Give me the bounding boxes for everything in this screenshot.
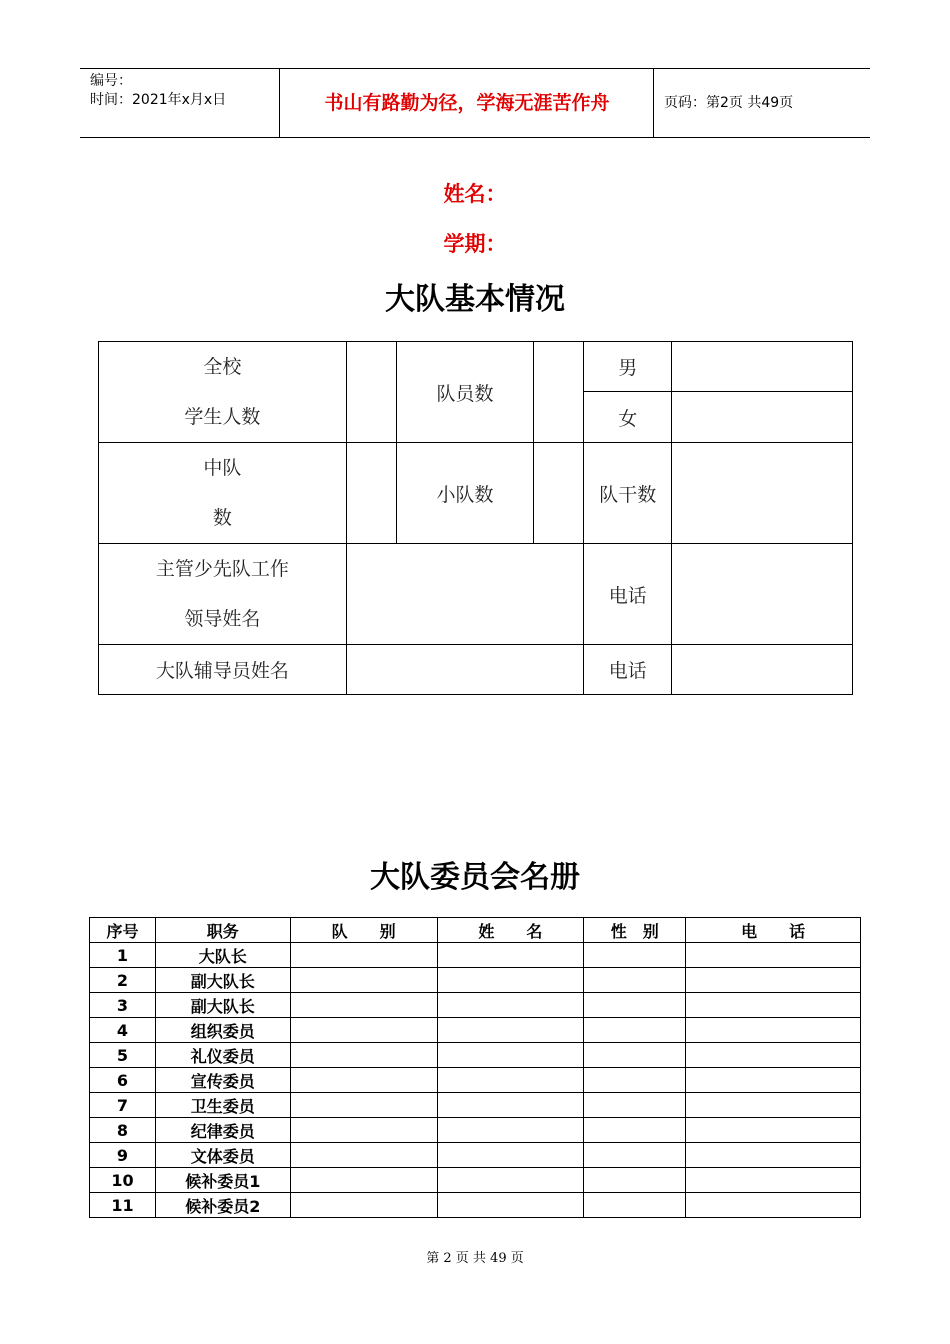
row-squad-cell[interactable] bbox=[290, 943, 437, 968]
small-squad-label: 小队数 bbox=[396, 443, 534, 544]
table-row bbox=[90, 1018, 861, 1043]
row-name-cell[interactable] bbox=[437, 968, 584, 993]
row-gender-cell[interactable] bbox=[584, 1118, 686, 1143]
row-position: 文体委员 bbox=[155, 1143, 290, 1168]
row-gender-cell[interactable] bbox=[584, 993, 686, 1018]
leader-name-label: 主管少先队工作 领导姓名 bbox=[99, 544, 347, 645]
row-index: 1 bbox=[90, 943, 156, 968]
small-squad-value[interactable] bbox=[534, 443, 584, 544]
squad-count-value[interactable] bbox=[346, 443, 396, 544]
row-squad-cell[interactable] bbox=[290, 993, 437, 1018]
row-phone-cell[interactable] bbox=[686, 1043, 861, 1068]
row-gender-cell[interactable] bbox=[584, 968, 686, 993]
row-name-cell[interactable] bbox=[437, 1193, 584, 1218]
table-row bbox=[90, 1093, 861, 1118]
counselor-name-value[interactable] bbox=[346, 645, 584, 695]
header-page-info: 页码：第2页 共49页 bbox=[664, 95, 794, 111]
counselor-name-label: 大队辅导员姓名 bbox=[99, 645, 347, 695]
row-position: 大队长 bbox=[155, 943, 290, 968]
row-index: 9 bbox=[90, 1143, 156, 1168]
female-value[interactable] bbox=[672, 392, 853, 443]
male-label: 男 bbox=[584, 342, 672, 392]
col-header-position: 职务 bbox=[155, 918, 290, 943]
row-name-cell[interactable] bbox=[437, 943, 584, 968]
leader-phone-label: 电话 bbox=[584, 544, 672, 645]
row-phone-cell[interactable] bbox=[686, 1068, 861, 1093]
row-position: 副大队长 bbox=[155, 993, 290, 1018]
row-position: 组织委员 bbox=[155, 1018, 290, 1043]
row-position: 礼仪委员 bbox=[155, 1043, 290, 1068]
row-index: 3 bbox=[90, 993, 156, 1018]
table-row bbox=[90, 968, 861, 993]
row-phone-cell[interactable] bbox=[686, 943, 861, 968]
row-gender-cell[interactable] bbox=[584, 1093, 686, 1118]
row-index: 8 bbox=[90, 1118, 156, 1143]
table-row bbox=[90, 1193, 861, 1218]
col-header-phone: 电 话 bbox=[686, 918, 861, 943]
code-label: 编号： bbox=[90, 73, 132, 89]
row-name-cell[interactable] bbox=[437, 1168, 584, 1193]
row-squad-cell[interactable] bbox=[290, 968, 437, 993]
row-squad-cell[interactable] bbox=[290, 1118, 437, 1143]
row-gender-cell[interactable] bbox=[584, 1168, 686, 1193]
table-row bbox=[90, 993, 861, 1018]
table-row bbox=[90, 1043, 861, 1068]
row-phone-cell[interactable] bbox=[686, 1168, 861, 1193]
roster-header-row bbox=[90, 918, 861, 943]
squad-count-label: 中队 数 bbox=[99, 443, 347, 544]
row-index: 4 bbox=[90, 1018, 156, 1043]
row-name-cell[interactable] bbox=[437, 1043, 584, 1068]
counselor-phone-label: 电话 bbox=[584, 645, 672, 695]
row-squad-cell[interactable] bbox=[290, 1068, 437, 1093]
col-header-name: 姓 名 bbox=[437, 918, 584, 943]
counselor-phone-value[interactable] bbox=[672, 645, 853, 695]
leader-name-value[interactable] bbox=[346, 544, 584, 645]
table-row bbox=[90, 1118, 861, 1143]
row-gender-cell[interactable] bbox=[584, 1018, 686, 1043]
header-meta bbox=[80, 69, 280, 137]
row-gender-cell[interactable] bbox=[584, 943, 686, 968]
name-label: 姓名： bbox=[443, 182, 507, 206]
term-label: 学期： bbox=[443, 232, 507, 256]
table-row bbox=[90, 1143, 861, 1168]
cadre-value[interactable] bbox=[672, 443, 853, 544]
school-students-value[interactable] bbox=[346, 342, 396, 443]
row-index: 7 bbox=[90, 1093, 156, 1118]
row-position: 候补委员2 bbox=[155, 1193, 290, 1218]
row-squad-cell[interactable] bbox=[290, 1018, 437, 1043]
members-label: 队员数 bbox=[396, 342, 534, 443]
roster-table bbox=[89, 917, 861, 1218]
row-gender-cell[interactable] bbox=[584, 1143, 686, 1168]
row-phone-cell[interactable] bbox=[686, 1118, 861, 1143]
row-name-cell[interactable] bbox=[437, 1118, 584, 1143]
col-header-squad: 队 别 bbox=[290, 918, 437, 943]
row-phone-cell[interactable] bbox=[686, 1018, 861, 1043]
leader-phone-value[interactable] bbox=[672, 544, 853, 645]
row-index: 6 bbox=[90, 1068, 156, 1093]
header-motto: 书山有路勤为径，学海无涯苦作舟 bbox=[281, 69, 654, 137]
col-header-gender: 性 别 bbox=[584, 918, 686, 943]
row-index: 11 bbox=[90, 1193, 156, 1218]
row-name-cell[interactable] bbox=[437, 993, 584, 1018]
row-phone-cell[interactable] bbox=[686, 993, 861, 1018]
row-phone-cell[interactable] bbox=[686, 1093, 861, 1118]
table-row bbox=[90, 1068, 861, 1093]
row-position: 宣传委员 bbox=[155, 1068, 290, 1093]
document-header bbox=[80, 68, 870, 138]
section-title-roster: 大队委员会名册 bbox=[370, 860, 580, 895]
school-students-label: 全校 学生人数 bbox=[99, 342, 347, 443]
row-squad-cell[interactable] bbox=[290, 1193, 437, 1218]
row-squad-cell[interactable] bbox=[290, 1143, 437, 1168]
page-footer: 第 2 页 共 49 页 bbox=[426, 1251, 524, 1266]
row-position: 副大队长 bbox=[155, 968, 290, 993]
table-row bbox=[90, 943, 861, 968]
row-phone-cell[interactable] bbox=[686, 1193, 861, 1218]
section-title-basic: 大队基本情况 bbox=[385, 282, 565, 317]
row-gender-cell[interactable] bbox=[584, 1068, 686, 1093]
row-squad-cell[interactable] bbox=[290, 1043, 437, 1068]
row-phone-cell[interactable] bbox=[686, 968, 861, 993]
row-gender-cell[interactable] bbox=[584, 1043, 686, 1068]
basic-info-table bbox=[98, 341, 853, 695]
table-row bbox=[90, 1168, 861, 1193]
row-squad-cell[interactable] bbox=[290, 1168, 437, 1193]
row-index: 10 bbox=[90, 1168, 156, 1193]
col-header-index: 序号 bbox=[90, 918, 156, 943]
time-label: 时间：2021年x月x日 bbox=[90, 92, 227, 108]
row-position: 卫生委员 bbox=[155, 1093, 290, 1118]
row-squad-cell[interactable] bbox=[290, 1093, 437, 1118]
row-index: 5 bbox=[90, 1043, 156, 1068]
row-name-cell[interactable] bbox=[437, 1093, 584, 1118]
male-value[interactable] bbox=[672, 342, 853, 392]
row-index: 2 bbox=[90, 968, 156, 993]
row-name-cell[interactable] bbox=[437, 1143, 584, 1168]
row-phone-cell[interactable] bbox=[686, 1143, 861, 1168]
female-label: 女 bbox=[584, 392, 672, 443]
row-gender-cell[interactable] bbox=[584, 1193, 686, 1218]
row-name-cell[interactable] bbox=[437, 1068, 584, 1093]
cadre-label: 队干数 bbox=[584, 443, 672, 544]
row-position: 候补委员1 bbox=[155, 1168, 290, 1193]
members-value[interactable] bbox=[534, 342, 584, 443]
row-position: 纪律委员 bbox=[155, 1118, 290, 1143]
row-name-cell[interactable] bbox=[437, 1018, 584, 1043]
